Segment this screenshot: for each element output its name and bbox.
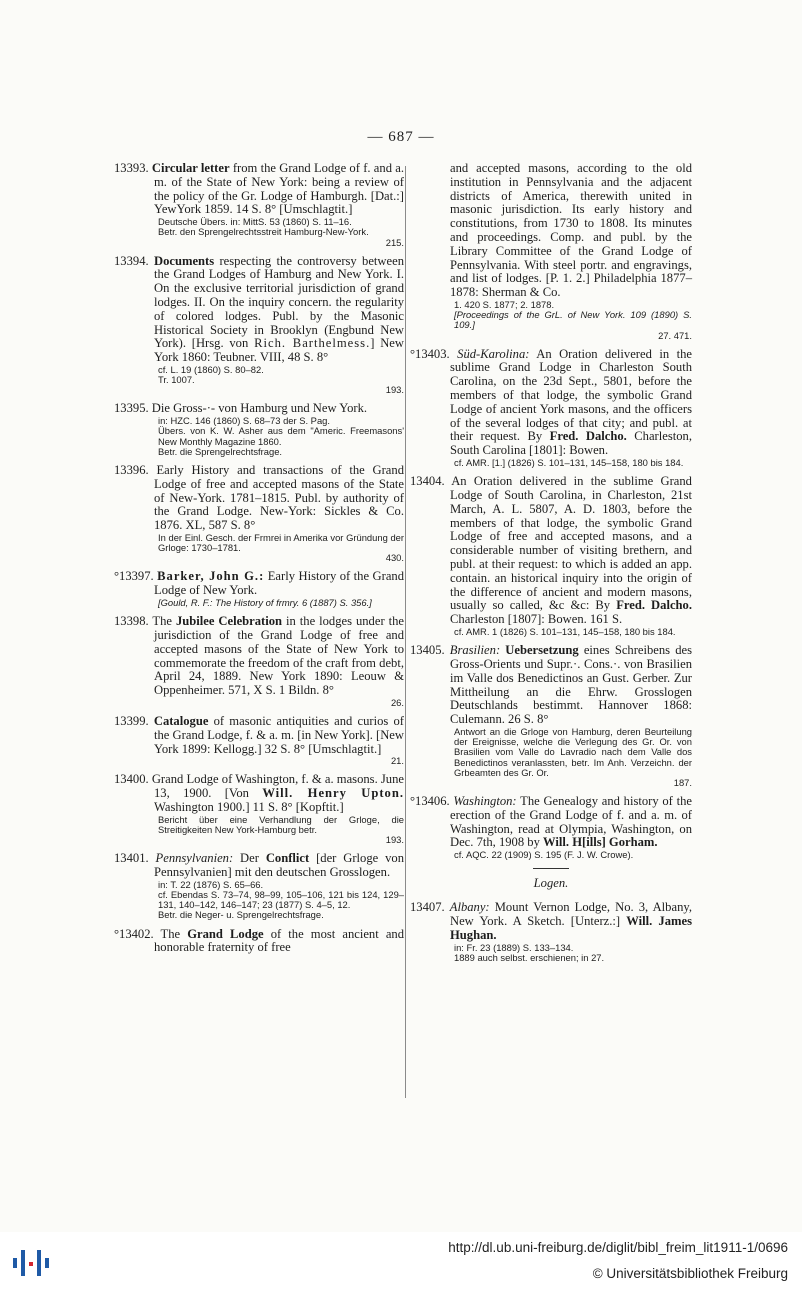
entry-note: Betr. den Sprengelrechtsstreit Hamburg-New-York. (158, 226, 369, 238)
entry-note: [Gould, R. F.: The History of frmry. 6 (1887) S. 356.] (158, 596, 372, 608)
shelf-mark: 215. (385, 236, 404, 248)
viewer-footer (0, 1232, 802, 1290)
entry-note: 1. 420 S. 1877; 2. 1878. (454, 298, 555, 310)
column-divider (405, 166, 406, 1098)
copyright-notice: © Universitätsbibliothek Freiburg (592, 1266, 788, 1281)
entry-13396: 13396. Early History and transactions of the Grand Lodge of free and accepted masons of the State of New-York. 1781–1815. Publ. by authority of the Grand Lodge. New-York: Sickles & Co. 1876. XL, 587 S. 8° In der Einl. Gesch. der Frmrei in Amerika vor Gründung der Grloge: 1730–1781. 430. (114, 462, 404, 564)
entry-note: Deutsche Übers. in: MittS. 53 (1860) S. 11–16. (158, 216, 352, 228)
entry-note: [Proceedings of the GrL. of New York. 109 (1890) S. 109.] (454, 309, 692, 331)
entry-13403: °13403. Süd-Karolina: An Oration delivered in the sublime Grand Lodge in Charleston South Carolina, on the 23d Sept., 5801, before the members of that lodge, the symbolic Grand Lodge of ancient York masons, and the officers of the several lodges of that city; and publ. at their request. By Fred. Dalcho. Charleston, South Carolina [1801]: Bowen. cf. AMR. [1.] (1826) S. 101–131, 145–158, 180 bis 184. (410, 346, 692, 468)
shelf-mark: 430. (385, 552, 404, 564)
entry-note: cf. Ebendas S. 73–74, 98–99, 105–106, 121 bis 124, 129–131, 140–142, 146–147; 23 (1877) S. 4–5, 12. (158, 888, 404, 911)
ub-freiburg-logo-icon (10, 1242, 50, 1282)
shelf-mark: 27. 471. (658, 329, 692, 341)
entry-note: in: HZC. 146 (1860) S. 68–73 der S. Pag. (158, 415, 330, 427)
section-heading: Logen. (533, 876, 569, 891)
entry-note: 1889 auch selbst. erschienen; in 27. (454, 951, 605, 963)
entry-13400: 13400. Grand Lodge of Washington, f. & a. masons. June 13, 1900. [Von Will. Henry Upton. Washington 1900.] 11 S. 8° [Kopftit.] Bericht über eine Verhandlung der Grloge, die Streitigkeiten New York-Hamburg betr. 193. (114, 772, 404, 846)
entry-13401: 13401. Pennsylvanien: Der Conflict [der Grloge von Pennsylvanien] mit den deutschen Grosslogen. in: T. 22 (1876) S. 65–66. cf. Ebendas S. 73–74, 98–99, 105–106, 121 bis 124, 129–131, 140–142, 146–147; 23 (1877) S. 4–5, 12. Betr. die Neger- u. Sprengelrechtsfrage. (114, 851, 404, 921)
person-name: Will. Henry Upton. (262, 786, 404, 801)
entry-note: In der Einl. Gesch. der Frmrei in Amerika vor Gründung der Grloge: 1730–1781. (158, 531, 404, 554)
entry-13405: 13405. Brasilien: Uebersetzung eines Schreibens des Gross-Orients und Supr.·. Cons.·. von Brasilien im Valle dos Benedictinos an Gust. Gerber. Zur Mittheilung an die Ehrw. Grosslogen Deutschlands bestimmt. Hannover 1868: Culemann. 26 S. 8° Antwort an die Grloge von Hamburg, deren Beurteilung der Ereignisse, welche die Verlegung des Gr. Or. von Brasilien vom Valle do Lavradio nach dem Valle dos Benedictinos veranlassten, betr. Im Anh. Verzeichn. der Grbeamten des Gr. Or. 187. (410, 643, 692, 788)
entry-note: cf. AMR. [1.] (1826) S. 101–131, 145–158, 180 bis 184. (454, 456, 684, 468)
entry-13399: 13399. Catalogue of masonic antiquities and curios of the Grand Lodge, f. & a. m. [in New York]. [New York 1899: Kellogg.] 32 S. 8° [Umschlagtit.] 21. (114, 713, 404, 767)
entry-note: Tr. 1007. (158, 374, 195, 386)
entry-note: Betr. die Neger- u. Sprengelrechtsfrage. (158, 909, 324, 921)
shelf-mark: 193. (385, 834, 404, 846)
shelf-mark: 193. (385, 384, 404, 396)
entry-13404: 13404. An Oration delivered in the sublime Grand Lodge of South Carolina, in Charleston, 21st March, A. L. 5807, A. D. 1803, before the members of that lodge, the symbolic Grand Lodge of free and accepted masons, and a considerable number of visiting brethern, and publ. at their request: to which is added an app. contain. an historical inquiry into the origin of the difference of ancient and modern masons, usually so called, &c &c: By Fred. Dalcho. Charleston [1807]: Bowen. 161 S. cf. AMR. 1 (1826) S. 101–131, 145–158, 180 bis 184. (410, 474, 692, 637)
entry-13393: 13393. Circular letter from the Grand Lodge of f. and a. m. of the State of New York: being a review of the policy of the Gr. Lodge of Hamburgh. [Dat.:] YewYork 1859. 14 S. 8° [Umschlagtit.] Deutsche Übers. in: MittS. 53 (1860) S. 11–16. Betr. den Sprengelrechtsstreit Hamburg-New-York. 215. (114, 161, 405, 248)
entry-note: Übers. von K. W. Asher aus dem "Americ. Freemasons' New Monthly Magazine 1860. (158, 425, 404, 447)
entry-note: in: Fr. 23 (1889) S. 133–134. (454, 941, 574, 953)
entry-note: cf. AQC. 22 (1909) S. 195 (F. J. W. Crowe). (454, 849, 634, 861)
entry-13406: °13406. Washington: The Genealogy and history of the erection of the Grand Lodge of f. and a. m. of Washington, read at Olympia, Washington, on Dec. 7th, 1908 by Will. H[ills] Gorham. cf. AQC. 22 (1909) S. 195 (F. J. W. Crowe). (410, 793, 692, 861)
shelf-mark: 187. (673, 776, 692, 788)
entry-13398: 13398. The Jubilee Celebration in the lodges under the jurisdiction of the Grand Lodge of free and accepted masons of the State of New York to commemorate the freedom of the craft from debt, April 24, 1889. New York 1890: Leouw & Oppenheimer. 571, X S. 1 Bildn. 8° 26. (114, 614, 404, 708)
page-number: — 687 — (367, 129, 435, 145)
entry-note: in: T. 22 (1876) S. 65–66. (158, 878, 264, 890)
entry-note: Betr. die Sprengelrechtsfrage. (158, 445, 283, 457)
entry-note: cf. AMR. 1 (1826) S. 101–131, 145–158, 180 bis 184. (454, 625, 676, 637)
page-permalink[interactable]: http://dl.ub.uni-freiburg.de/diglit/bibl_freim_lit1911-1/0696 (448, 1240, 788, 1255)
shelf-mark: 26. (390, 696, 404, 708)
right-column (410, 162, 692, 970)
entry-13407: 13407. Albany: Mount Vernon Lodge, No. 3, Albany, New York. A Sketch. [Unterz.:] Will. James Hughan. in: Fr. 23 (1889) S. 133–134. 1889 auch selbst. erschienen; in 27. (410, 900, 692, 963)
entry-note: cf. L. 19 (1860) S. 80–82. (158, 363, 264, 375)
left-column (114, 162, 404, 962)
person-name: Will. James Hughan. (450, 913, 692, 942)
entry-13402: °13402. The Grand Lodge of the most ancient and honorable fraternity of free (114, 926, 405, 955)
entry-13395: 13395. Die Gross-·- von Hamburg und New York. in: HZC. 146 (1860) S. 68–73 der S. Pag. Übers. von K. W. Asher aus dem "Americ. Freemasons' New Monthly Magazine 1860. Betr. die Sprengelrechtsfrage. (114, 401, 404, 457)
entry-note: Antwort an die Grloge von Hamburg, deren Beurteilung der Ereignisse, welche die Verlegung des Gr. Or. von Brasilien vom Valle do Lavradio nach dem Valle dos Benedictinos veranlassten, betr. Im Anh. Verzeichn. der Grbeamten des Gr. Or. (454, 725, 692, 778)
entry-13397: °13397. Barker, John G.: Early History of the Grand Lodge of New York. [Gould, R. F.: The History of frmry. 6 (1887) S. 356.] (114, 569, 404, 608)
shelf-mark: 21. (390, 755, 404, 767)
person-name: Fred. Dalcho. (616, 598, 692, 613)
entry-13394: 13394. Documents respecting the controversy between the Grand Lodges of Hamburg and New York. I. On the exclusive territorial jurisdiction of grand lodges. II. On the inquiry concern. the regularity of colored lodges. Publ. by the Masonic Historical Society in Brooklyn (Engbund New York). [Hrsg. von Rich. Barthelmess.] New York 1860: Teubner. VIII, 48 S. 8° cf. L. 19 (1860) S. 80–82. Tr. 1007. 193. (114, 253, 404, 396)
person-name: Will. H[ills] Gorham. (543, 835, 658, 850)
person-name: Fred. Dalcho. (549, 429, 627, 444)
entry-13402-continued: and accepted masons, according to the old institution in Pennsylvania and the adjacent districts of America, therewith united in masonic jurisdiction. Its early history and constitutions, from 1730 to 1808. Its minutes and proceedings. Comp. and publ. by the Library Committee of the Grand Lodge of Pennsylvania. With steel portr. and engravings, and list of lodges. [P. 1. 2.] Philadelphia 1877–1878: Sherman & Co. 1. 420 S. 1877; 2. 1878. [Proceedings of the GrL. of New York. 109 (1890) S. 109.] 27. 471. (450, 161, 692, 341)
entry-note: Bericht über eine Verhandlung der Grloge, die Streitigkeiten New York-Hamburg betr. (158, 813, 404, 835)
section-divider (533, 868, 569, 869)
person-name: Rich. Barthelmess. (254, 336, 371, 351)
